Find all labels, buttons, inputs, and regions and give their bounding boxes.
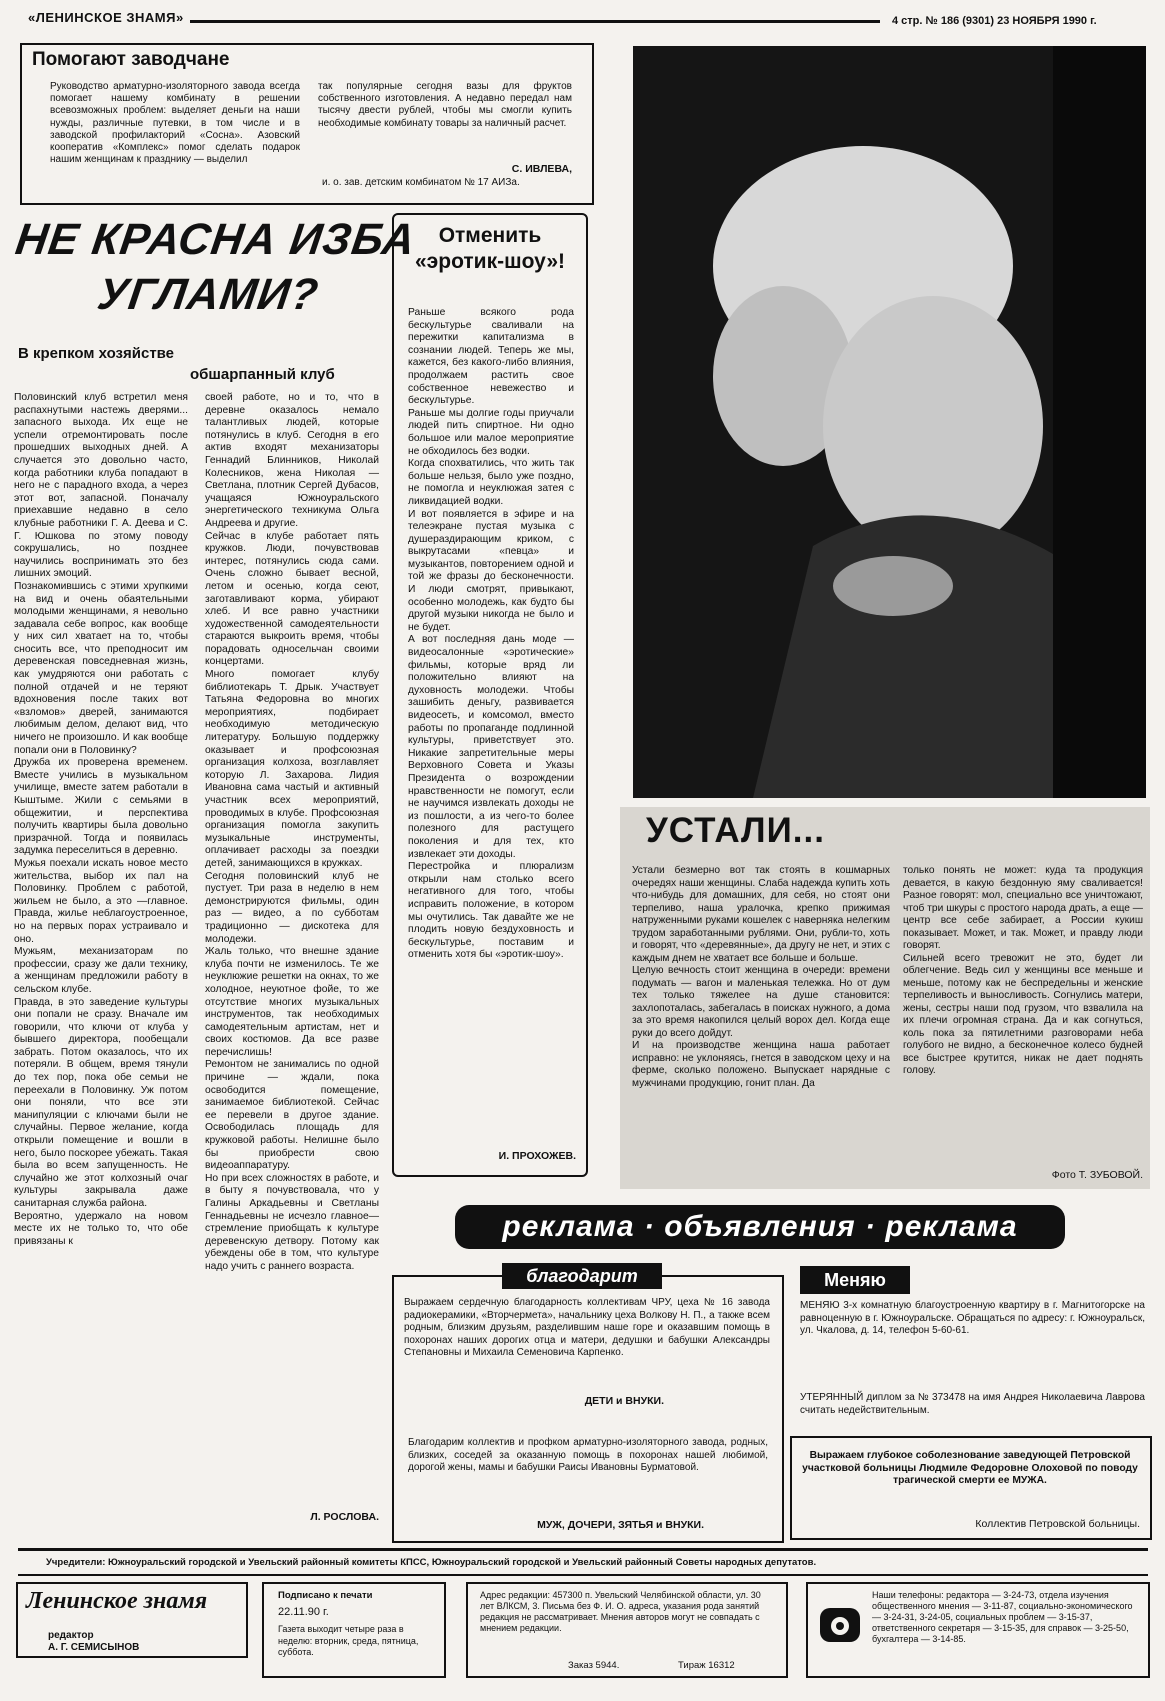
footer-print-label: Подписано к печати <box>278 1590 373 1601</box>
women-queue-photo <box>633 46 1146 798</box>
article-club-signature: Л. РОСЛОВА. <box>310 1511 379 1523</box>
footer-rule-top <box>18 1548 1148 1551</box>
ads-thanks-box <box>392 1266 784 1543</box>
footer-logo: Ленинское знамя <box>26 1588 208 1614</box>
footer-founders: Учредители: Южноуральский городской и Увельский районный комитеты КПСС, Южноуральский городской и Увельский районный Советы народных депутатов. <box>46 1557 817 1568</box>
issue-info: 4 стр. № 186 (9301) 23 НОЯБРЯ 1990 г. <box>892 15 1097 27</box>
ads-thanks-sig2: МУЖ, ДОЧЕРИ, ЗЯТЬЯ и ВНУКИ. <box>537 1519 704 1531</box>
women-queue-photo-image <box>633 46 1146 798</box>
article-erotic-signature: И. ПРОХОЖЕВ. <box>498 1150 576 1162</box>
footer-rule-bottom <box>18 1574 1148 1576</box>
article-erotic-body: Раньше всякого рода бескультурье сваливали на пережитки капитализма в сознании людей. Теперь же мы, кажется, без какого-либо влияния, продолжаем растить свое собственное невежество и бескультурье. Раньше мы долгие годы приучали людей пить спиртное. Ни одно большое или малое мероприятие не обходилось без водки. Когда спохватились, что жить так больше нельзя, было уже поздно, не помогла и неуклюжая затея с ликвидацией водки. И вот появляется в эфире и на телеэкране пустая музыка с душераздирающим криком, с выкрутасами «певца» и музыкантов, повторением одной и той же фразы до бесконечности. И люди смотрят, привыкают, особенно молодежь, как будто бы другой музыки никогда не было и не будет. А вот последняя дань моде — видеосалонные «эротические» фильмы, которые вряд ли положительно влияют на духовность молодежи. Чтобы зашибить деньгу, развивается видеосеть, и комсомол, вместо работы по пропаганде подлинной культуры, приветствует это. Никакие запретительные меры Верховного Совета и Указы Президента о возрождении нравственности не помогут, если не научимся извлекать доходы не из пошлости, а из чего-то более полезного для растущего поколения и для тех, кто извлекает эти доходы. Перестройка и плюрализм открыли нам столько всего негативного для того, чтобы исправить положение, в котором мы очутились. Так давайте же не плодить новую бездуховность и бескультурье, поставим и отменить хотя бы «эротик-шоу». <box>408 307 574 961</box>
header-rule <box>190 20 880 23</box>
article-tired-title: УСТАЛИ... <box>646 811 825 850</box>
ads-thanks-tag: благодарит <box>502 1263 662 1289</box>
ads-exchange-text: МЕНЯЮ 3-х комнатную благоустроенную квартиру в г. Магнитогорске на равноценную в г. Южноуральске. Обращаться по адресу: г. Южноуральск, ул. Чкалова, д. 14, телефон 5-60-61. <box>800 1300 1145 1336</box>
article-club-subtitle-line2: обшарпанный клуб <box>190 366 335 383</box>
footer-address-box <box>466 1582 788 1678</box>
article-club-col2-text: своей работе, но и то, что в деревне оказалось немало талантливых людей, которые потянулись в клуб. Сегодня в его актив входят механизаторы Геннадий Блинников, Николай Колесников, жена Николая — Светлана, плотник Сергей Дубасов, учащаяся Южноуральского энергетического техникума Ольга Андреева и другие. Сейчас в клубе работает пять кружков. Люди, почувствовав интерес, потянулись сюда сами. Очень сложно бывает весной, летом и осенью, когда сеют, заготавливают корма, убирают хлеб. И все равно участники художественной самодеятельности стараются выкроить время, чтобы порадовать односельчан своими концертами. Много помогает клубу библиотекарь Т. Дрык. Участвует Татьяна Федоровна во многих мероприятиях, подбирает необходимую методическую литературу. Большую поддержку оказывает и профсоюзная организация колхоза, возглавляет которую Л. Захарова. Лидия Ивановна сама частый и активный участник всех мероприятий, проводимых в клубе. Профсоюзная организация помогла закупить музыкальные инструменты, оплачивает расходы за поездки детей, занимающихся в кружках. Сегодня половинский клуб не пустует. Три раза в неделю в нем демонстрируются фильмы, один раз — видео, а по субботам традиционно — дискотека для молодежи. Жаль только, что внешне здание клуба почти не изменилось. Те же неуклюжие решетки на окнах, то же холодное, неуютное фойе, то же отсутствие многих музыкальных инструментов, так необходимых самодеятельным артистам, нет и своих костюмов. Да все разве перечислишь! Ремонтом не занимались по одной причине — ждали, пока освободится помещение, занимаемое библиотекой. Сейчас ее перевели в другое здание. Освободилась площадь для кружковой работы. Нелишне было бы приобрести свою видеоаппаратуру. Но при всех сложностях в работе, и в быту я почувствовала, что у Галины Аркадьевны и Светланы Геннадьевны не исчезло главное— стремление приобщать к культуре деревенскую детвору. Потому как убеждены обе в том, что культуре надо учить с раннего возраста. <box>205 392 379 1272</box>
ads-condolence-sig: Коллектив Петровской больницы. <box>975 1518 1140 1530</box>
footer-masthead-box <box>16 1582 248 1658</box>
article-tired-box <box>620 807 1150 1189</box>
article-club-subtitle-line1: В крепком хозяйстве <box>18 345 175 362</box>
footer-schedule: Газета выходит четыре раза в неделю: вторник, среда, пятница, суббота. <box>278 1624 419 1657</box>
footer-print-date: 22.11.90 г. <box>278 1606 329 1618</box>
ads-exchange-tag: Меняю <box>800 1266 910 1294</box>
footer-order: Заказ 5944. <box>568 1660 620 1671</box>
ads-condolence-box <box>790 1436 1152 1540</box>
footer-address: Адрес редакции: 457300 п. Увельский Челябинской области, ул. 30 лет ВЛКСМ, 3. Письма без Ф. И. О. адреса, указания рода занятий редакция не рассматривает. Мнения авторов могут не совпадать с мнением редакции. <box>480 1590 761 1633</box>
telephone-icon <box>816 1600 864 1648</box>
article-helpers-signature: С. ИВЛЕВА, <box>511 163 572 175</box>
footer-phones-box <box>806 1582 1150 1678</box>
article-helpers-col1: Руководство арматурно-изоляторного завода всегда помогает нашему комбинату в решении всевозможных проблем: выделяет деньги на наши нужды, различные путевки, в том числе и в заводской профилакторий «Сосна». Азовский кооператив «Комплекс» помог сделать подарок нашим женщинам к празднику — выделил <box>50 81 300 166</box>
article-helpers-title: Помогают заводчане <box>32 49 230 70</box>
article-tired-col1: Устали безмерно вот так стоять в кошмарных очередях наши женщины. Слаба надежда купить хоть что-нибудь для домашних, для себя, но стоят они терпеливо, наша уралочка, крепко прижимая натруженными руками кошелек с наверняка нелегким трудом заработанными рублями. Они, рубли-то, хоть и говорят, что «деревянные», да другу не нет, и этих с каждым днем не хватает все больше и больше. Целую вечность стоит женщина в очереди: времени подумать — вагон и маленькая тележка. Но от дум тех только тяжелее на душе становится: захлопоталась, забегалась в поисках нужного, а дома за это время накопился целый ворох дел. Когда еще руки до всего дойдут. И на производстве женщина наша работает исправно: не уклоняясь, гнется в заводском цеху и на ферме, сколько положено. Выпускает нарядные с мужчинами продукцию, гонит план. Да <box>632 865 890 1089</box>
article-helpers-col2: так популярные сегодня вазы для фруктов собственного изготовления. А недавно передал нам тысячу двести рублей, чтобы мы смогли купить необходимые комбинату товары за наличный расчет. <box>318 81 572 129</box>
ads-thanks-sig1: ДЕТИ и ВНУКИ. <box>584 1395 664 1407</box>
article-helpers-box <box>20 43 594 205</box>
footer-circulation: Тираж 16312 <box>678 1660 735 1671</box>
ads-thanks-text2: Благодарим коллектив и профком арматурно-изоляторного завода, родных, близких, соседей за оказанную помощь в похоронах нашей любимой, дорогой жены, мамы и бабушки Раисы Ивановны Бурматовой. <box>408 1437 768 1473</box>
article-club-title-line1: НЕ КРАСНА ИЗБА <box>12 215 419 264</box>
newspaper-name: «ЛЕНИНСКОЕ ЗНАМЯ» <box>28 10 184 25</box>
article-tired-col2: только понять не может: куда та продукция девается, в какую бездонную яму сваливается! Разное говорят: мол, специально все уничтожают, чтоб три шкуры с простого народа драть, а еще — центр все себе забирает, а России кукиш показывает. Может, и так. Может, и правду люди говорят. Сильней всего тревожит не это, будет ли облегчение. Ведь сил у женщины все меньше и меньше, потому как не беспредельны и женские терпеливость и выносливость. Согнулись матери, жены, сестры наши под грузом, что взвалила на их плечи огромная страна. Да и как согнуться, коль пока за пятилетними разговорами неба голубого не видно, а бесконечное колесо будней все быстрее крутится, никак не дает поднять голову. <box>903 865 1143 1076</box>
ads-condolence-text: Выражаем глубокое соболезнование заведующей Петровской участковой больницы Людмиле Федоровне Олоховой по поводу трагической смерти ее МУЖА. <box>802 1450 1138 1487</box>
footer-phones: Наши телефоны: редактора — 3-24-73, отдела изучения общественного мнения — 3-11-87, социально-экономического — 3-24-31, 3-24-05, социальных проблем — 3-15-37, ответственного секретаря — 3-15-35, для справок — 3-25-50, бухгалтера — 3-14-85. <box>872 1590 1133 1644</box>
footer-editor: А. Г. СЕМИСЫНОВ <box>48 1642 140 1653</box>
article-tired-photo-credit: Фото Т. ЗУБОВОЙ. <box>1051 1169 1143 1181</box>
ads-thanks-text1: Выражаем сердечную благодарность коллективам ЧРУ, цеха № 16 завода радиокерамики, «Вторчермета», начальнику цеха Волкову Н. П., а также всем родным, близким друзьям, разделившим наше горе и оказавшим помощь в похоронах наших дорогих отца и матери, дедушки и бабушки Александры Степановны и Михаила Семеновича Карпенко. <box>404 1297 770 1358</box>
footer-print-box <box>262 1582 446 1678</box>
ads-banner: реклама · объявления · реклама <box>455 1205 1065 1249</box>
article-club-col1 <box>14 392 188 1522</box>
article-helpers-signature-note: и. о. зав. детским комбинатом № 17 АИЗа. <box>322 177 520 188</box>
article-club-col2 <box>205 392 379 1507</box>
article-club-title-line2: УГЛАМИ? <box>94 270 322 319</box>
article-erotic-box <box>392 213 588 1177</box>
article-erotic-title: Отменить «эротик-шоу»! <box>414 224 566 273</box>
article-club-col1-text: Половинский клуб встретил меня распахнутыми настежь дверями... запасного выхода. Их еще не успели отремонтировать после прошедших выходных дней. А случается это довольно часто, когда работники клуба попадают в него не с парадного входа, а через этот вот, запасной. Поначалу приехавшие недавно в село клубные работники Г. А. Деева и С. Г. Юшкова по этому поводу сокрушались, но позднее научились воспринимать это без лишних эмоций. Познакомившись с этими хрупкими на вид и очень обаятельными молодыми женщинами, я невольно задавала себе вопрос, как вообще у них сил хватает на то, чтобы сносить все, что преподносит им деревенская повседневная жизнь, как умудряются они работать с полной отдачей и не теряют вдохновения после таких вот «взломов» дверей, занимаются любимым делом, делают вид, что ничего не произошло. И как вообще попали они в Половинку? Дружба их проверена временем. Вместе учились в музыкальном училище, вместе затем работали в Кыштыме. Жили с семьями в общежитии, и перспектива получить квартиры была довольно призрачной. Тогда и появилась задумка переселиться в деревню. Мужья поехали искать новое место жительства, выбор их пал на Половинку. Проблем с работой, жильем не было, а это —главное. Правда, жилье неблагоустроенное, но на первых порах устраивало и оно. Мужьям, механизаторам по профессии, сразу же дали технику, а женщинам предложили работу в сельском клубе. Правда, в это заведение культуры они попали не сразу. Вначале им говорили, что ключи от клуба у бывшего директора, пообещали забрать. Потом оказалось, что их потеряли. В общем, время тянули до тех пор, пока обе семьи не переехали в Половинку. Уж потом они поняли, что все эти манипуляции с ключами были не случайны. Первое желание, когда открыли помещение и вошли в него, было поскорее убежать. Такая была во всем запущенность. Не случайно же этот колхозный очаг культуры закрывала даже санитарная служба района. Вероятно, удержало на новом месте их не только то, что обе привязаны к <box>14 392 188 1247</box>
footer-editor-label: редактор <box>48 1630 94 1641</box>
ads-lost-diploma: УТЕРЯННЫЙ диплом за № 373478 на имя Андрея Николаевича Лаврова считать недействительным. <box>800 1392 1145 1416</box>
